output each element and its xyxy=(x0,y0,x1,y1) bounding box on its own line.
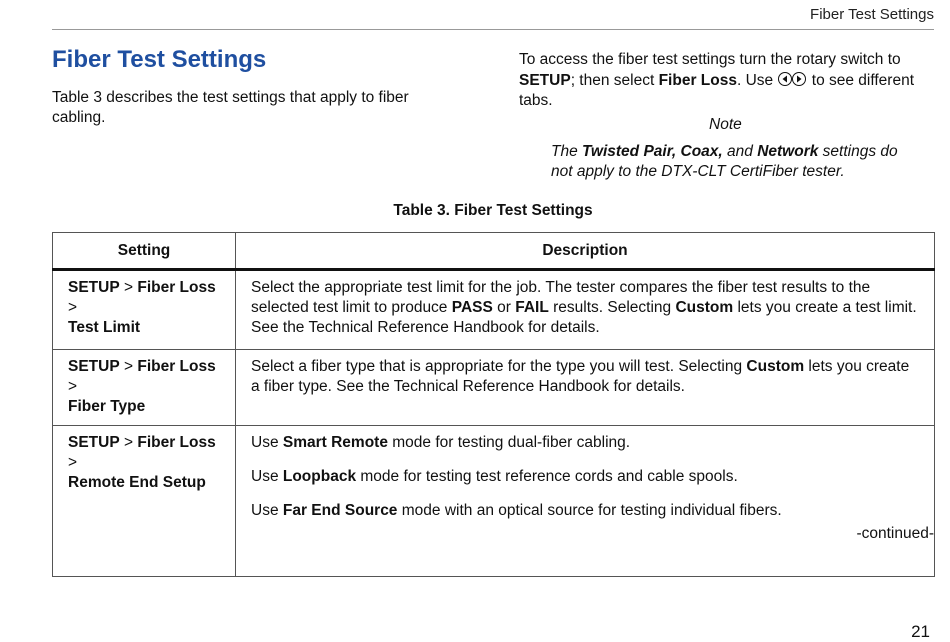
desc-text: mode for testing test reference cords and cable spools. xyxy=(356,468,738,485)
note-t2: and xyxy=(722,143,758,160)
setting-path-part: Fiber Loss xyxy=(137,358,216,375)
setting-path-part: Remote End Setup xyxy=(68,474,206,491)
desc-text: results. Selecting xyxy=(548,299,676,316)
desc-text: Use xyxy=(251,468,283,485)
setting-cell xyxy=(53,426,236,577)
desc-text: lets you create a test limit. See the Technical Reference Handbook for details. xyxy=(251,299,917,336)
running-header: Fiber Test Settings xyxy=(810,6,934,23)
table-row xyxy=(53,350,935,426)
table-row xyxy=(53,270,935,350)
desc-bold: Far End Source xyxy=(282,502,398,519)
desc-text: mode for testing dual-fiber cabling. xyxy=(387,434,631,451)
setting-path-sep: > xyxy=(119,358,138,375)
note-text xyxy=(551,142,911,182)
desc-paragraph xyxy=(251,501,920,521)
desc-paragraph xyxy=(251,433,920,453)
setting-path-part: Fiber Loss xyxy=(137,279,216,296)
setting-path-sep: > xyxy=(68,378,78,395)
note-b2: Network xyxy=(757,143,819,160)
desc-bold: PASS xyxy=(451,299,493,316)
setting-path-sep: > xyxy=(68,299,78,316)
continued-label: -continued- xyxy=(856,525,934,542)
access-text-4: to see different tabs. xyxy=(519,72,915,109)
access-setup: SETUP xyxy=(519,72,571,89)
table-row xyxy=(53,426,935,577)
setting-path-sep: > xyxy=(119,279,138,296)
setting-path-part: SETUP xyxy=(68,358,120,375)
header-description: Description xyxy=(236,233,935,270)
access-text-2: ; then select xyxy=(570,72,659,89)
access-text-1: To access the fiber test settings turn the rotary switch to xyxy=(519,51,901,68)
description-cell xyxy=(236,350,935,426)
desc-bold: Custom xyxy=(746,358,805,375)
desc-text: Use xyxy=(251,502,283,519)
description-cell xyxy=(236,270,935,350)
access-paragraph xyxy=(519,50,929,111)
setting-path-sep: > xyxy=(119,434,138,451)
page-title: Fiber Test Settings xyxy=(52,46,267,73)
desc-bold: FAIL xyxy=(515,299,549,316)
setting-path-part: Fiber Loss xyxy=(137,434,216,451)
setting-cell xyxy=(53,350,236,426)
desc-text: mode with an optical source for testing individual fibers. xyxy=(397,502,782,519)
access-fiber-loss: Fiber Loss xyxy=(658,72,737,89)
desc-text: Use xyxy=(251,434,283,451)
desc-bold: Loopback xyxy=(282,468,357,485)
description-cell xyxy=(236,426,935,577)
note-b1: Twisted Pair, Coax, xyxy=(582,143,723,160)
desc-text: Select a fiber type that is appropriate for the type you will test. Selecting xyxy=(251,358,747,375)
setting-path-part: Fiber Type xyxy=(68,398,146,415)
intro-paragraph: Table 3 describes the test settings that apply to fiber cabling. xyxy=(52,89,409,126)
desc-paragraph xyxy=(251,467,920,487)
table-header-row xyxy=(53,233,935,270)
desc-text: lets you create a fiber type. See the Technical Reference Handbook for details. xyxy=(251,358,910,395)
setting-path-part: SETUP xyxy=(68,434,120,451)
desc-text: or xyxy=(492,299,516,316)
header-setting: Setting xyxy=(53,233,236,270)
page-number: 21 xyxy=(911,622,930,641)
access-text-3: . Use xyxy=(736,72,778,89)
rotary-arrows-icon xyxy=(777,70,807,90)
setting-path-sep: > xyxy=(68,454,78,471)
settings-table xyxy=(52,232,935,577)
note-t1: The xyxy=(551,143,583,160)
note-label: Note xyxy=(709,116,742,133)
setting-cell xyxy=(53,270,236,350)
setting-path-part: SETUP xyxy=(68,279,120,296)
desc-bold: Smart Remote xyxy=(282,434,388,451)
desc-bold: Custom xyxy=(675,299,734,316)
header-rule xyxy=(52,29,934,30)
table-caption: Table 3. Fiber Test Settings xyxy=(393,202,593,219)
desc-text: Select the appropriate test limit for the job. The tester compares the fiber test results to the selected test limit to produce xyxy=(251,279,871,316)
setting-path-part: Test Limit xyxy=(68,319,141,336)
note-t3: settings do not apply to the DTX-CLT CertiFiber tester. xyxy=(551,143,898,180)
